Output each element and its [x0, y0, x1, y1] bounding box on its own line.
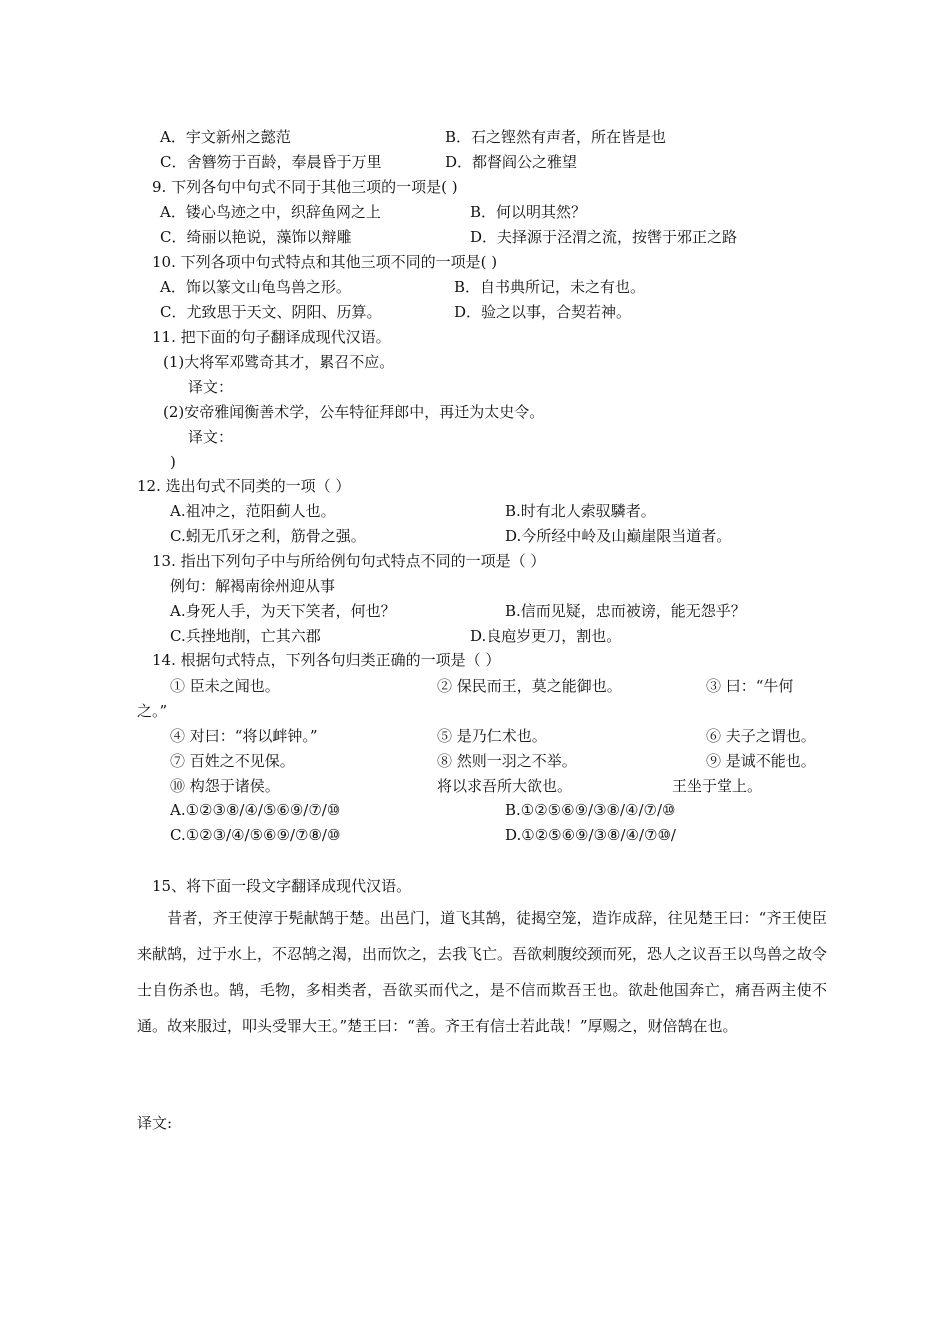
q14-option-a: A.①②③⑧/④/⑤⑥⑨/⑦/⑩	[170, 801, 341, 819]
q14-item-8: ⑧ 然则一羽之不举。	[437, 752, 577, 770]
q15-stem: 15、将下面一段文字翻译成现代汉语。	[152, 877, 412, 895]
q13-option-c: C.兵挫地削，亡其六郡	[170, 627, 321, 645]
q13-example: 例句：解褐南徐州迎从事	[170, 577, 336, 595]
q14-item-4: ④ 对曰：“将以衅钟。”	[170, 727, 318, 745]
q8-option-d: D．都督阎公之雅望	[445, 153, 578, 171]
q13-stem: 13. 指出下列句子中与所给例句句式特点不同的一项是（ ）	[152, 552, 546, 570]
q9-option-b: B．何以明其然？	[470, 203, 587, 221]
q10-option-b: B．自书典所记，未之有也。	[454, 278, 646, 296]
q12-option-c: C.蚓无爪牙之利，筋骨之强。	[170, 527, 366, 545]
q11-close-paren: )	[170, 453, 176, 471]
q9-option-c: C．绮丽以艳说，藻饰以辩雕	[160, 228, 352, 246]
q14-option-d: D.①②⑤⑥⑨/③⑧/④/⑦⑩/	[505, 826, 676, 844]
q12-option-d: D.今所经中岭及山巅崖限当道者。	[505, 527, 732, 545]
q11-stem: 11. 把下面的句子翻译成现代汉语。	[152, 328, 391, 346]
q8-option-b: B．石之铿然有声者，所在皆是也	[445, 128, 667, 146]
q11-sentence-1: (1)大将军邓骘奇其才，累召不应。	[163, 353, 395, 371]
q11-translation-1-label: 译文：	[188, 378, 234, 396]
q14-item-2: ② 保民而王，莫之能御也。	[437, 677, 622, 695]
q12-stem: 12. 选出句式不同类的一项（ ）	[137, 477, 351, 495]
q14-item-11: 将以求吾所大欲也。	[437, 777, 573, 795]
q14-item-1: ① 臣未之闻也。	[170, 677, 280, 695]
q14-item-9: ⑨ 是诚不能也。	[706, 752, 816, 770]
q10-option-a: A．饰以篆文山龟鸟兽之形。	[160, 278, 351, 296]
q14-item-7: ⑦ 百姓之不见保。	[170, 752, 295, 770]
q14-option-b: B.①②⑤⑥⑨/③⑧/④/⑦/⑩	[505, 801, 676, 819]
q13-option-d: D.良庖岁更刀，割也。	[470, 627, 622, 645]
q8-option-a: A．宇文新州之懿范	[160, 128, 291, 146]
q14-item-5: ⑤ 是乃仁术也。	[437, 727, 547, 745]
q8-option-c: C．舍簪笏于百龄，奉晨昏于万里	[160, 153, 382, 171]
q9-stem: 9. 下列各句中句式不同于其他三项的一项是( )	[152, 178, 458, 196]
q10-stem: 10. 下列各项中句式特点和其他三项不同的一项是( )	[152, 253, 498, 271]
q14-item-3: ③ 曰：“牛何	[706, 677, 794, 695]
q9-option-a: A．镂心鸟迹之中，织辞鱼网之上	[160, 203, 381, 221]
q14-item-3-continued: 之。”	[137, 702, 168, 720]
q10-option-d: D．验之以事，合契若神。	[454, 303, 632, 321]
q10-option-c: C．尤致思于天文、阴阳、历算。	[160, 303, 382, 321]
q15-passage-text: 昔者，齐王使淳于髡献鹄于楚。出邑门，道飞其鹄，徒揭空笼，造诈成辞，往见楚王曰：“齐王使臣来献鹄，过于水上，不忍鹄之渴，出而饮之，去我飞亡。吾欲刺腹绞颈而死，恐人之议吾王以鸟兽之故令士自伤杀也。鹄，毛物，多相类者，吾欲买而代之，是不信而欺吾王也。欲赴他国奔亡，痛吾两主使不通。故来服过，叩头受罪大王。”楚王曰：“善。齐王有信士若此哉！”厚赐之，财倍鹄在也。	[137, 909, 828, 1035]
q15-translation-label: 译文:	[137, 1114, 173, 1132]
q11-sentence-2: (2)安帝雅闻衡善术学，公车特征拜郎中，再迁为太史令。	[163, 403, 545, 421]
q14-stem: 14. 根据句式特点，下列各句归类正确的一项是（ ）	[152, 651, 501, 669]
q14-item-10: ⑩ 构怨于诸侯。	[170, 777, 280, 795]
q14-option-c: C.①②③/④/⑤⑥⑨/⑦⑧/⑩	[170, 826, 341, 844]
q13-option-a: A.身死人手，为天下笑者，何也？	[170, 602, 396, 620]
q15-passage	[137, 900, 827, 1044]
q12-option-b: B.时有北人索驭驎者。	[505, 502, 656, 520]
q12-option-a: A.祖冲之，范阳蓟人也。	[170, 502, 336, 520]
q9-option-d: D．夫择源于泾渭之流，按辔于邪正之路	[470, 228, 738, 246]
q13-option-b: B.信而见疑，忠而被谤，能无怨乎？	[505, 602, 746, 620]
q11-translation-2-label: 译文：	[188, 428, 234, 446]
q14-item-12: 王坐于堂上。	[672, 777, 763, 795]
q14-item-6: ⑥ 夫子之谓也。	[706, 727, 816, 745]
